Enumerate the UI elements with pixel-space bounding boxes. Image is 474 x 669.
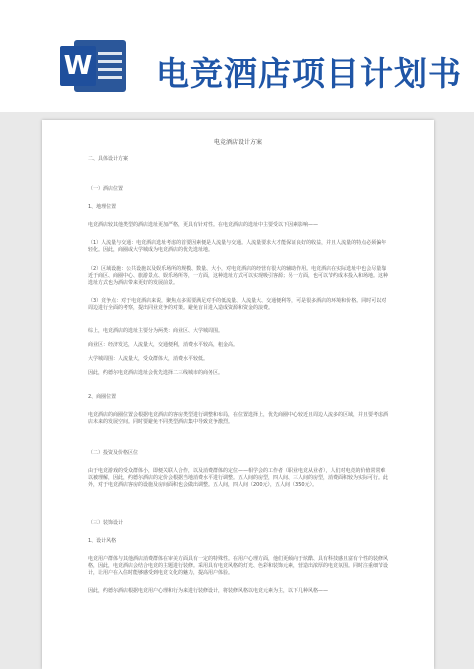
body-paragraph: 因此，约德尔电竞酒店选址会优先选择二三线城市的商务区。 xyxy=(88,370,224,376)
banner-title: 电竞酒店项目计划书 xyxy=(156,54,462,93)
subsection-heading: （一）酒店位置 xyxy=(88,186,124,192)
word-icon-letter: W xyxy=(60,46,96,86)
subsection-heading: （三）装饰设计 xyxy=(88,520,124,526)
body-paragraph: 因此，约德尔酒店根据电竞用户心理和行为来进行装修设计，将装修风格以电竞元素为主，以下几种风格—— xyxy=(88,588,329,594)
document-page xyxy=(42,120,434,669)
body-paragraph: （1）人流量与交通：电竞酒店选址考虑的首要因素便是人流量与交通。人流量要求大才能保证良好的收益，并且人流量的特点必须偏年轻化。因此，商圈或大学城成为电竞酒店的优先选址地。 xyxy=(88,240,387,253)
section-heading: 二、具体设计方案 xyxy=(88,156,129,162)
subsection-heading: （二）投资及价格区位 xyxy=(88,450,139,456)
subsection-heading: 2、商圈位置 xyxy=(88,394,117,400)
body-paragraph: 商业区：经济发达，人流量大，交通便利，消费水平较高，租金高。 xyxy=(88,342,239,348)
body-paragraph: （3）竞争点：对于电竞酒店来说，聚焦点多需要满足对手的低流量、人流量大、交通便利等，可是很多酒店的环境和价格。同时可以对周边进行全面的考察，提出同业竞争的对策。避免盲目进入造成资源和资金的浪费。 xyxy=(88,298,387,311)
body-paragraph: 综上，电竞酒店的选址主要分为两类：商业区、大学城周围。 xyxy=(88,328,224,334)
body-paragraph: （2）区域设施：公共设施以及娱乐场所的规模、数量、大小，对电竞酒店的经营有很大的辅助作用。电竞酒店在实际选址中也会尽量靠近于商区、商圈中心、旅游景点、娱乐场所等，一方面，这种选址方式可以实现吸引客源；另一方面，也可以节约成本投入和场地。这种选址方式也为酒店带来更好的发展前景。 xyxy=(88,266,389,286)
subsection-heading: 1、设计风格 xyxy=(88,538,117,544)
body-paragraph: 电竞酒店较其他类型的酒店选址更加严格，更具有针对性。在电竞酒店的选址中主要受以下因素影响—— xyxy=(88,222,319,228)
subsection-heading: 1、地理位置 xyxy=(88,204,117,210)
body-paragraph: 电竞用户群体与其他酒店消费群体在审美方面具有一定的特殊性。在用户心理方面，他们更倾向于炫酷、具有科技感且富有个性的装修风格，因此，电竞酒店会结合电竞的主题进行装修。采用具有电竞风格的灯光、色彩和装饰元素，营造出浓厚的电竞氛围。同时注重细节设计，让用户在入住时能够感受到电竞文化的魅力，提高用户体验。 xyxy=(88,556,389,576)
body-paragraph: 由于电竞游戏的受众群体小，即便关联人合作，以及消费群体的定位——相学会的工作者（职业电竞从业者），人们对电竞的价值常常难以被理解，因此，约德尔酒店的定价会根据当地消费水平进行调整。五人间的房型，四人间、三人间的房型，消费面积较为实际可行。此外，对于电竞酒店客房的设施及房间面积也会做出调整。五人间，四人间（200元），五人间（350元）。 xyxy=(88,468,389,488)
word-document-icon xyxy=(60,40,130,92)
document-title: 电竞酒店设计方案 xyxy=(213,139,262,146)
body-paragraph: 电竞酒店的商圈位置会根据电竞酒店的客房类型进行调整和布局，在位置选择上，优先商圈中心较近且周边人流多的区域，并且要考虑酒店未来的发展空间。同时要避免不同类型酒店集中导致竞争激烈。 xyxy=(88,412,389,425)
header-banner xyxy=(0,0,474,112)
body-paragraph: 大学城周围：人流量大，受众群体大，消费水平较低。 xyxy=(88,356,209,362)
